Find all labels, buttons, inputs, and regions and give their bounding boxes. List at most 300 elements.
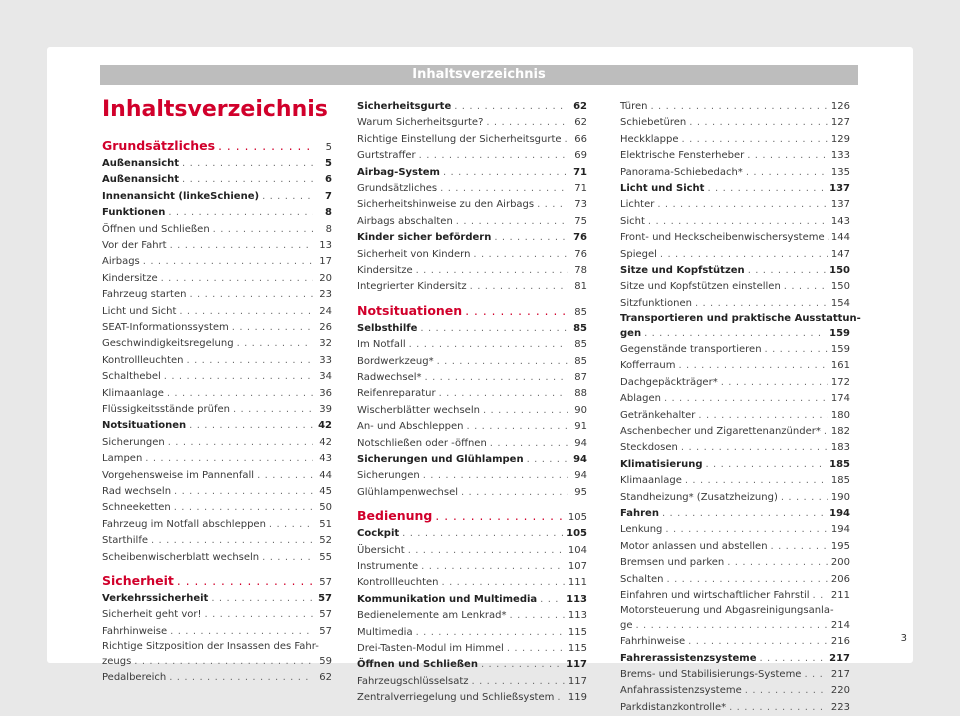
toc-entry[interactable] [102,205,332,221]
toc-entry[interactable] [357,575,587,591]
toc-entry-title: Öffnen und Schließen [357,657,478,673]
toc-entry[interactable] [357,526,587,542]
toc-entry-title: Türen [620,99,647,115]
toc-entry[interactable] [620,375,850,391]
toc-entry-title: Rad wechseln [102,484,171,500]
toc-entry-title: Heckklappe [620,132,679,148]
toc-entry[interactable] [620,296,850,312]
toc-entry-page: 95 [571,485,587,501]
toc-leader-dots [168,435,313,451]
toc-entry[interactable] [102,468,332,484]
toc-leader-dots [771,539,828,555]
toc-entry[interactable] [620,342,850,358]
toc-entry[interactable] [357,165,587,181]
toc-entry-title: Bremsen und parken [620,555,724,571]
toc-entry[interactable] [357,625,587,641]
toc-entry[interactable] [357,197,587,213]
toc-entry[interactable] [620,115,850,131]
toc-entry-title: Sicherheitsgurte [357,99,451,115]
toc-entry[interactable] [102,369,332,385]
toc-entry[interactable] [357,436,587,452]
toc-entry[interactable] [102,484,332,500]
toc-entry[interactable] [620,634,850,650]
toc-entry-page: 44 [316,468,332,484]
toc-entry[interactable] [102,451,332,467]
toc-entry-title: Fahrzeug im Notfall abschleppen [102,517,266,533]
toc-entry[interactable] [102,571,332,591]
toc-entry-title: Außenansicht [102,172,179,188]
toc-entry[interactable] [620,683,850,699]
toc-entry-page: 85 [571,354,587,370]
toc-leader-dots [211,591,313,607]
toc-entry-title: Bedienelemente am Lenkrad* [357,608,507,624]
toc-entry[interactable] [357,337,587,353]
toc-entry[interactable] [620,572,850,588]
toc-entry[interactable] [102,353,332,369]
toc-entry-title: Sicherheit von Kindern [357,247,470,263]
toc-entry-page: 104 [568,543,587,559]
toc-leader-dots [218,136,313,156]
toc-entry-page: 5 [316,138,332,158]
toc-entry-title: Getränkehalter [620,408,695,424]
page-title: Inhaltsverzeichnis [102,97,328,122]
toc-entry-page: 117 [566,657,587,673]
toc-entry[interactable] [357,419,587,435]
toc-entry-title: Integrierter Kindersitz [357,279,467,295]
toc-leader-dots [804,667,827,683]
toc-entry[interactable] [620,651,850,667]
toc-entry-page: 75 [571,214,587,230]
toc-entry-title: Kommunikation und Multimedia [357,592,537,608]
toc-entry[interactable] [620,440,850,456]
toc-entry[interactable] [357,148,587,164]
toc-entry[interactable] [620,263,850,279]
toc-entry-title: Grundsätzliches [102,136,215,156]
toc-entry[interactable] [357,506,587,526]
toc-entry-title: Airbags [102,254,140,270]
toc-entry-title: Vor der Fahrt [102,238,167,254]
toc-entry[interactable] [102,238,332,254]
toc-entry[interactable] [102,136,332,156]
toc-entry-page: 33 [316,353,332,369]
toc-entry[interactable] [620,424,850,440]
toc-entry[interactable] [102,591,332,607]
toc-entry-page: 59 [316,654,332,670]
toc-leader-dots [439,386,568,402]
toc-entry-title: Motor anlassen und abstellen [620,539,768,555]
toc-entry[interactable] [620,279,850,295]
toc-entry[interactable] [620,312,850,326]
toc-leader-dots [636,618,828,634]
toc-entry[interactable] [357,608,587,624]
toc-entry[interactable] [620,326,850,342]
toc-entry-title: Innenansicht (linkeSchiene) [102,189,259,205]
toc-entry-title: Richtige Einstellung der Sicherheitsgurte [357,132,562,148]
toc-leader-dots [557,690,565,706]
toc-leader-dots [179,304,313,320]
toc-entry-page: 190 [831,490,850,506]
toc-leader-dots [759,651,826,667]
toc-entry-title: Reifenreparatur [357,386,436,402]
toc-leader-dots [170,624,313,640]
toc-entry-page: 91 [571,419,587,435]
toc-entry-title: Drei-Tasten-Modul im Himmel [357,641,504,657]
toc-entry[interactable] [102,418,332,434]
toc-entry[interactable] [357,468,587,484]
toc-entry-title: Kinder sicher befördern [357,230,491,246]
toc-entry[interactable] [102,189,332,205]
toc-entry[interactable] [357,674,587,690]
toc-leader-dots [435,506,565,526]
toc-entry[interactable] [620,604,850,618]
toc-entry-page: 220 [831,683,850,699]
toc-leader-dots [416,263,568,279]
toc-entry-title: Vorgehensweise im Pannenfall [102,468,254,484]
toc-entry-title: Anfahrassistenzsysteme [620,683,742,699]
toc-leader-dots [481,657,563,673]
toc-entry-page: 206 [831,572,850,588]
toc-entry-page: 115 [568,641,587,657]
toc-leader-dots [174,500,313,516]
toc-entry[interactable] [357,452,587,468]
toc-entry[interactable] [357,132,587,148]
toc-entry-page: 51 [316,517,332,533]
toc-leader-dots [678,358,827,374]
toc-leader-dots [257,468,313,484]
toc-entry-title: Funktionen [102,205,165,221]
toc-entry-title: Außenansicht [102,156,179,172]
toc-entry-page: 182 [831,424,850,440]
toc-entry-title: Glühlampenwechsel [357,485,458,501]
toc-entry-title: Notsituationen [357,301,462,321]
toc-entry-title: Schiebetüren [620,115,686,131]
toc-entry[interactable] [620,358,850,374]
toc-entry-title: Starthilfe [102,533,148,549]
toc-leader-dots [443,165,568,181]
toc-entry-title: Sitze und Kopfstützen einstellen [620,279,781,295]
toc-leader-dots [182,156,313,172]
toc-entry-title: Licht und Sicht [620,181,704,197]
toc-entry-page: 172 [831,375,850,391]
toc-leader-dots [650,99,827,115]
toc-entry-title: Notsituationen [102,418,186,434]
toc-leader-dots [747,148,828,164]
toc-entry[interactable] [357,641,587,657]
toc-entry-page: 42 [316,435,332,451]
toc-leader-dots [421,559,565,575]
toc-entry[interactable] [357,301,587,321]
toc-entry-title: Sicherungen [357,468,420,484]
toc-leader-dots [486,115,568,131]
toc-entry[interactable] [357,592,587,608]
toc-leader-dots [682,132,828,148]
toc-entry-page: 147 [831,247,850,263]
toc-entry[interactable] [102,435,332,451]
toc-leader-dots [262,189,313,205]
toc-entry[interactable] [357,559,587,575]
toc-entry[interactable] [620,667,850,683]
toc-entry-title: Wischerblätter wechseln [357,403,480,419]
toc-entry[interactable] [102,500,332,516]
toc-leader-dots [681,440,828,456]
toc-leader-dots [461,485,568,501]
toc-entry-page: 73 [571,197,587,213]
toc-leader-dots [685,473,828,489]
toc-entry-title: Spiegel [620,247,657,263]
toc-entry[interactable] [620,148,850,164]
toc-leader-dots [233,402,313,418]
toc-entry-title: Richtige Sitzposition der Insassen des Fahr- [102,640,319,654]
toc-entry[interactable] [102,386,332,402]
toc-leader-dots [151,533,313,549]
toc-entry[interactable] [102,654,332,670]
toc-entry[interactable] [620,506,850,522]
toc-entry-page: 111 [568,575,587,591]
toc-leader-dots [420,321,568,337]
toc-entry-title: Sicht [620,214,645,230]
toc-entry[interactable] [357,354,587,370]
toc-leader-dots [177,571,313,591]
toc-entry-title: Panorama-Schiebedach* [620,165,743,181]
toc-entry-page: 94 [571,468,587,484]
toc-entry-title: Notschließen oder -öffnen [357,436,487,452]
toc-entry-title: Elektrische Fensterheber [620,148,744,164]
toc-leader-dots [527,452,568,468]
toc-entry[interactable] [357,230,587,246]
toc-entry-title: An- und Abschleppen [357,419,464,435]
toc-entry[interactable] [102,156,332,172]
toc-entry-title: ge [620,618,633,634]
toc-entry-title: Kindersitze [102,271,158,287]
toc-entry-page: 87 [571,370,587,386]
toc-entry[interactable] [357,247,587,263]
toc-entry-title: Im Notfall [357,337,406,353]
toc-entry[interactable] [620,522,850,538]
toc-entry-title: Lenkung [620,522,662,538]
toc-entry-page: 105 [566,526,587,542]
toc-leader-dots [689,115,828,131]
toc-entry-page: 5 [316,156,332,172]
toc-entry[interactable] [102,336,332,352]
toc-leader-dots [425,370,568,386]
toc-entry[interactable] [102,640,332,654]
toc-entry-page: 154 [831,296,850,312]
toc-leader-dots [660,247,828,263]
toc-entry-page: 42 [316,418,332,434]
toc-entry-title: Sitzfunktionen [620,296,692,312]
toc-entry[interactable] [620,165,850,181]
toc-entry-page: 217 [831,667,850,683]
toc-entry[interactable] [102,172,332,188]
toc-entry[interactable] [357,279,587,295]
toc-entry[interactable] [102,222,332,238]
toc-entry-title: Sicherungen [102,435,165,451]
toc-leader-dots [695,296,828,312]
toc-entry-page: 150 [831,279,850,295]
toc-entry[interactable] [357,370,587,386]
toc-entry[interactable] [102,670,332,686]
toc-entry[interactable] [102,624,332,640]
toc-entry[interactable] [620,181,850,197]
toc-entry-title: Bedienung [357,506,432,526]
toc-leader-dots [409,337,568,353]
toc-leader-dots [454,99,568,115]
toc-entry-title: Flüssigkeitsstände prüfen [102,402,230,418]
toc-entry-page: 23 [316,287,332,303]
toc-leader-dots [813,588,828,604]
toc-entry[interactable] [357,386,587,402]
toc-leader-dots [269,517,313,533]
toc-entry-title: Schneeketten [102,500,171,516]
toc-leader-dots [442,575,565,591]
toc-entry[interactable] [102,402,332,418]
toc-entry-title: Fahrzeugschlüsselsatz [357,674,469,690]
toc-entry-page: 150 [829,263,850,279]
toc-entry-page: 57 [316,591,332,607]
toc-entry-page: 194 [829,506,850,522]
toc-entry[interactable] [620,247,850,263]
toc-entry[interactable] [357,99,587,115]
toc-entry[interactable] [357,181,587,197]
toc-entry[interactable] [102,533,332,549]
toc-leader-dots [507,641,565,657]
toc-entry-title: Sicherheit [102,571,174,591]
toc-entry-page: 217 [829,651,850,667]
toc-entry[interactable] [102,517,332,533]
toc-entry-page: 144 [831,230,850,246]
toc-entry-title: Einfahren und wirtschaftlicher Fahrstil [620,588,810,604]
toc-entry[interactable] [620,99,850,115]
toc-leader-dots [824,424,828,440]
toc-entry[interactable] [102,550,332,566]
toc-entry[interactable] [357,690,587,706]
toc-entry-page: 180 [831,408,850,424]
toc-entry-page: 161 [831,358,850,374]
toc-leader-dots [721,375,828,391]
toc-leader-dots [408,543,565,559]
toc-leader-dots [262,550,313,566]
toc-entry[interactable] [102,287,332,303]
toc-entry-title: Transportieren und praktische Ausstattun- [620,312,861,326]
toc-entry[interactable] [357,214,587,230]
toc-entry-page: 8 [316,205,332,221]
toc-entry[interactable] [620,132,850,148]
toc-entry[interactable] [357,263,587,279]
toc-entry[interactable] [620,473,850,489]
toc-leader-dots [644,326,826,342]
toc-entry-title: Kontrollleuchten [357,575,439,591]
toc-entry-page: 88 [571,386,587,402]
toc-entry-title: gen [620,326,641,342]
toc-entry-page: 214 [831,618,850,634]
toc-entry-page: 211 [831,588,850,604]
toc-entry-page: 126 [831,99,850,115]
toc-entry[interactable] [102,271,332,287]
toc-entry-page: 137 [829,181,850,197]
toc-entry-page: 78 [571,263,587,279]
toc-leader-dots [143,254,313,270]
toc-entry-title: Selbsthilfe [357,321,417,337]
toc-entry-page: 194 [831,522,850,538]
toc-entry[interactable] [102,607,332,623]
toc-entry[interactable] [102,254,332,270]
toc-entry-title: Brems- und Stabilisierungs-Systeme [620,667,801,683]
toc-entry-title: Grundsätzliches [357,181,437,197]
toc-entry[interactable] [620,230,850,246]
toc-entry[interactable] [357,657,587,673]
toc-entry[interactable] [620,408,850,424]
toc-leader-dots [472,674,565,690]
toc-leader-dots [213,222,313,238]
toc-entry-title: Gegenstände transportieren [620,342,762,358]
toc-entry-title: Warum Sicherheitsgurte? [357,115,483,131]
toc-leader-dots [707,181,826,197]
toc-entry[interactable] [102,304,332,320]
toc-entry-page: 129 [831,132,850,148]
toc-entry[interactable] [357,321,587,337]
toc-entry[interactable] [620,457,850,473]
toc-leader-dots [781,490,828,506]
toc-entry-page: 113 [568,608,587,624]
toc-entry-page: 183 [831,440,850,456]
running-header: Inhaltsverzeichnis [100,65,858,85]
toc-entry[interactable] [620,539,850,555]
toc-entry[interactable] [357,485,587,501]
toc-entry-page: 13 [316,238,332,254]
toc-entry-title: Lichter [620,197,654,213]
toc-entry-page: 69 [571,148,587,164]
toc-leader-dots [746,165,828,181]
toc-leader-dots [419,148,568,164]
toc-entry-page: 143 [831,214,850,230]
toc-leader-dots [510,608,565,624]
toc-entry-page: 223 [831,700,850,716]
toc-entry-title: Radwechsel* [357,370,422,386]
toc-leader-dots [437,354,568,370]
toc-entry-title: Ablagen [620,391,661,407]
toc-entry[interactable] [620,618,850,634]
toc-leader-dots [205,607,313,623]
toc-entry-title: Lampen [102,451,142,467]
toc-entry-title: Schalten [620,572,664,588]
toc-entry-title: Instrumente [357,559,418,575]
toc-entry[interactable] [620,391,850,407]
toc-leader-dots [657,197,828,213]
toc-entry[interactable] [620,197,850,213]
toc-entry-page: 43 [316,451,332,467]
toc-leader-dots [465,301,568,321]
toc-entry[interactable] [357,403,587,419]
toc-entry-page: 90 [571,403,587,419]
toc-entry[interactable] [357,543,587,559]
toc-entry-title: Übersicht [357,543,405,559]
toc-entry[interactable] [620,214,850,230]
toc-entry[interactable] [620,588,850,604]
toc-entry[interactable] [620,490,850,506]
toc-leader-dots [237,336,313,352]
toc-entry-title: SEAT-Informationssystem [102,320,229,336]
toc-entry[interactable] [102,320,332,336]
toc-entry[interactable] [357,115,587,131]
toc-entry-page: 20 [316,271,332,287]
toc-entry[interactable] [620,555,850,571]
toc-leader-dots [167,386,313,402]
toc-leader-dots [565,132,568,148]
toc-leader-dots [490,436,568,452]
toc-entry-title: Cockpit [357,526,399,542]
toc-leader-dots [662,506,826,522]
toc-leader-dots [748,263,826,279]
